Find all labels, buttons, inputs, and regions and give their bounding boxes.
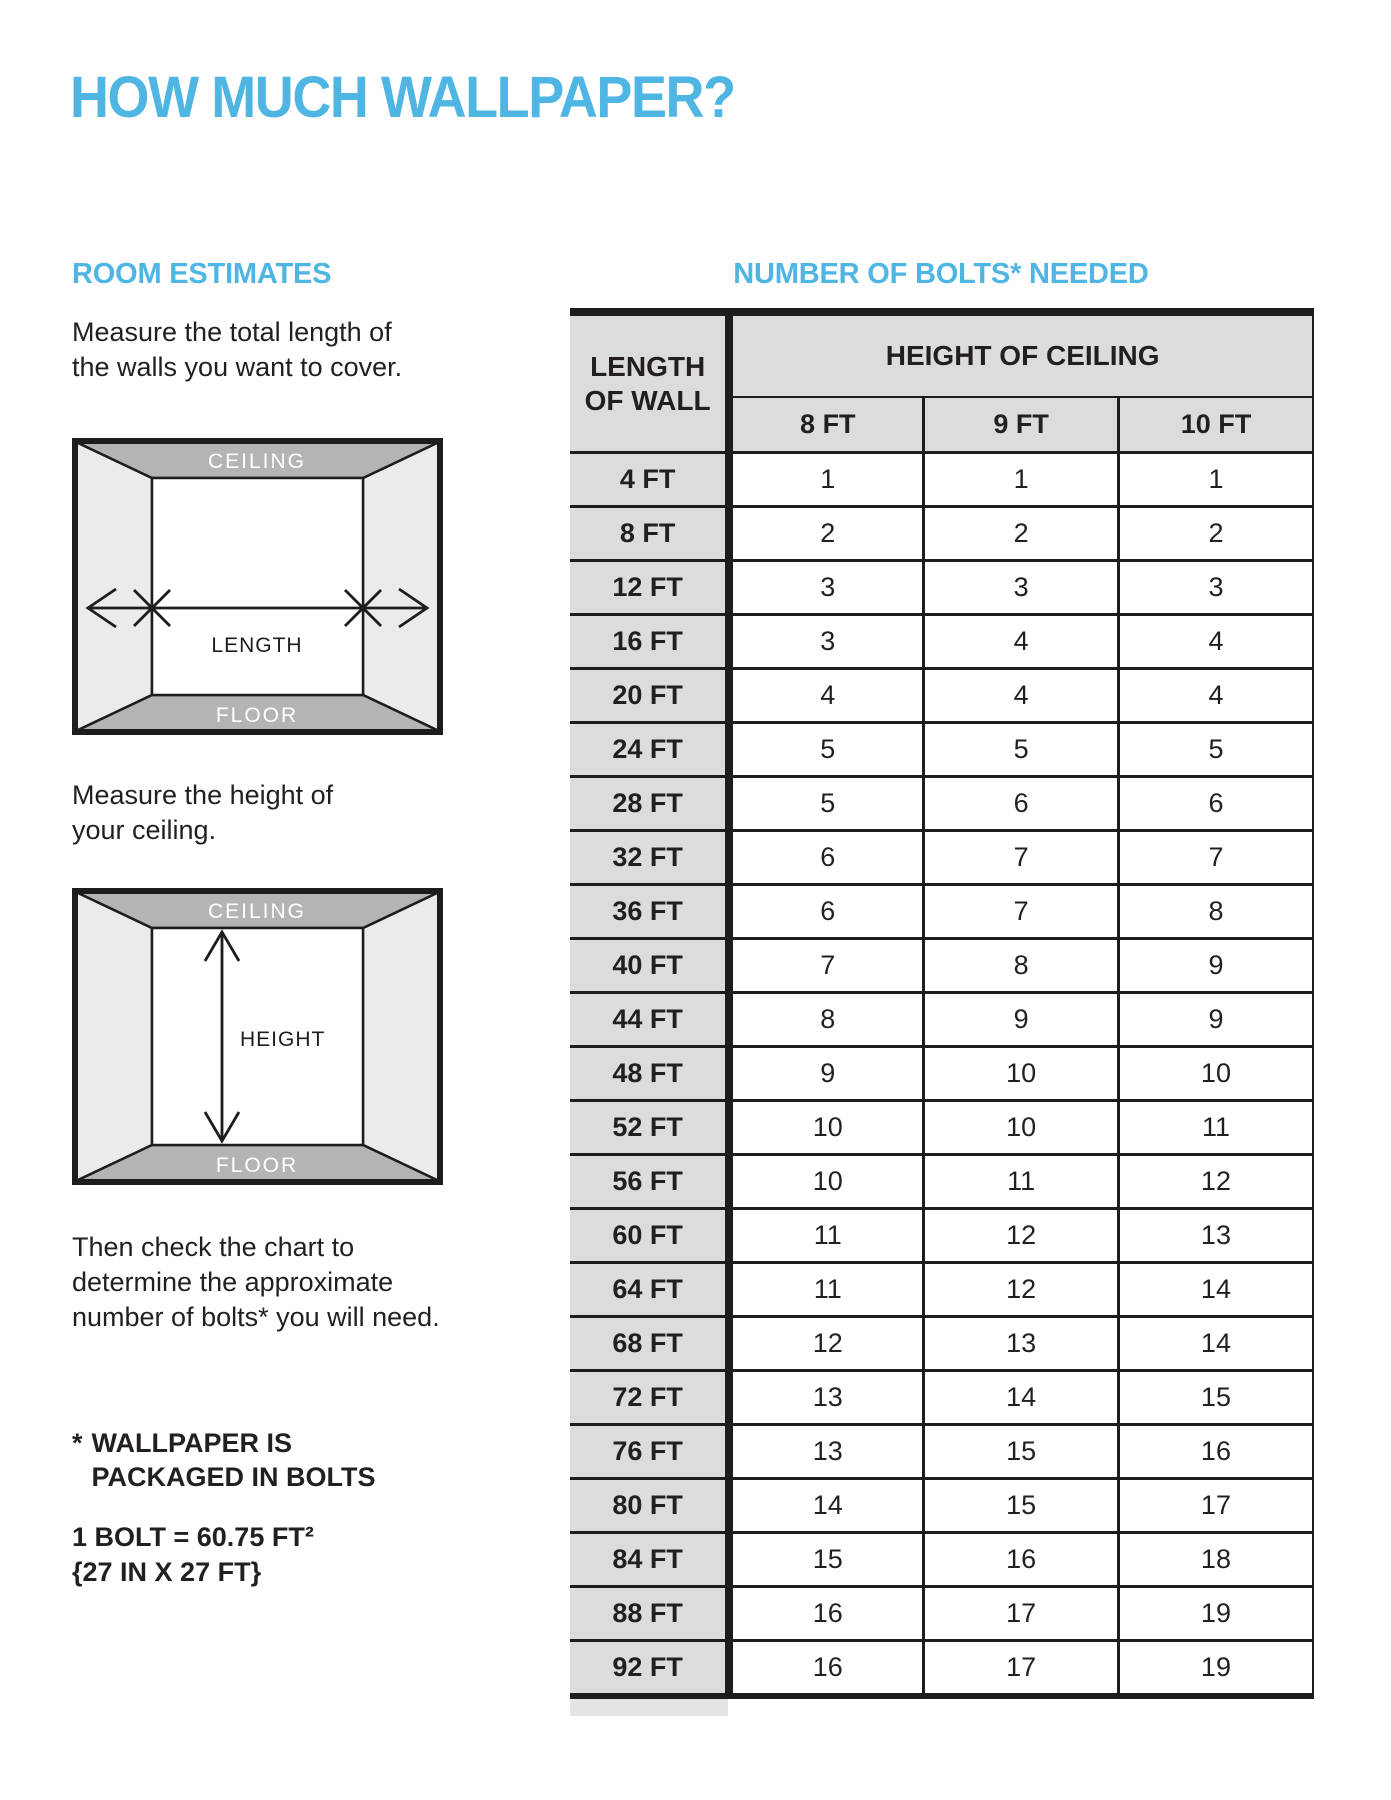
bolts-8ft-value: 12 xyxy=(729,1317,924,1371)
bolts-10ft-value: 2 xyxy=(1118,507,1313,561)
bolts-9ft-value: 8 xyxy=(924,939,1119,993)
floor-label: FLOOR xyxy=(215,704,299,727)
wall-length-label: 88 FT xyxy=(570,1587,729,1641)
bolts-9ft-value: 4 xyxy=(924,669,1119,723)
length-label: LENGTH xyxy=(211,634,303,657)
bolts-10ft-value: 7 xyxy=(1118,831,1313,885)
wall-length-label: 72 FT xyxy=(570,1371,729,1425)
wall-length-label: 68 FT xyxy=(570,1317,729,1371)
bolts-9ft-value: 10 xyxy=(924,1047,1119,1101)
bolts-9ft-value: 15 xyxy=(924,1425,1119,1479)
bolts-8ft-value: 16 xyxy=(729,1641,924,1697)
col-header-10ft: 10 FT xyxy=(1118,397,1313,453)
table-row xyxy=(570,1263,1313,1317)
ceiling-label: CEILING xyxy=(207,450,307,473)
bolts-9ft-value: 15 xyxy=(924,1479,1119,1533)
bolts-10ft-value: 1 xyxy=(1118,453,1313,507)
table-row xyxy=(570,1101,1313,1155)
bolts-8ft-value: 3 xyxy=(729,615,924,669)
bolts-8ft-value: 6 xyxy=(729,831,924,885)
wall-length-label: 20 FT xyxy=(570,669,729,723)
wall-length-label: 32 FT xyxy=(570,831,729,885)
bolts-10ft-value: 14 xyxy=(1118,1317,1313,1371)
bolts-8ft-value: 11 xyxy=(729,1209,924,1263)
bolts-8ft-value: 9 xyxy=(729,1047,924,1101)
bolts-8ft-value: 14 xyxy=(729,1479,924,1533)
room-estimates-heading: ROOM ESTIMATES xyxy=(72,258,332,290)
bolts-10ft-value: 15 xyxy=(1118,1371,1313,1425)
bolts-10ft-value: 13 xyxy=(1118,1209,1313,1263)
wall-length-label: 92 FT xyxy=(570,1641,729,1697)
bolts-10ft-value: 9 xyxy=(1118,993,1313,1047)
bolts-8ft-value: 4 xyxy=(729,669,924,723)
wall-length-label: 24 FT xyxy=(570,723,729,777)
table-row xyxy=(570,831,1313,885)
wall-length-label: 8 FT xyxy=(570,507,729,561)
room-length-diagram xyxy=(72,438,443,735)
table-row xyxy=(570,1209,1313,1263)
bolts-10ft-value: 4 xyxy=(1118,669,1313,723)
bolts-9ft-value: 12 xyxy=(924,1263,1119,1317)
bolts-9ft-value: 17 xyxy=(924,1587,1119,1641)
bolts-needed-heading: NUMBER OF BOLTS* NEEDED xyxy=(733,258,1149,290)
bolts-8ft-value: 11 xyxy=(729,1263,924,1317)
table-row xyxy=(570,1587,1313,1641)
wall-length-label: 56 FT xyxy=(570,1155,729,1209)
table-row xyxy=(570,1155,1313,1209)
table-row xyxy=(570,1371,1313,1425)
table-row xyxy=(570,507,1313,561)
bolts-10ft-value: 5 xyxy=(1118,723,1313,777)
bolts-9ft-value: 9 xyxy=(924,993,1119,1047)
wall-length-label: 40 FT xyxy=(570,939,729,993)
table-row xyxy=(570,1479,1313,1533)
bolts-10ft-value: 10 xyxy=(1118,1047,1313,1101)
wall-length-label: 4 FT xyxy=(570,453,729,507)
table-row xyxy=(570,1317,1313,1371)
bolt-spec xyxy=(72,1520,314,1590)
left-wall xyxy=(76,892,152,1181)
wall-length-label: 36 FT xyxy=(570,885,729,939)
left-wall xyxy=(76,442,152,731)
bolts-8ft-value: 13 xyxy=(729,1425,924,1479)
bolts-8ft-value: 1 xyxy=(729,453,924,507)
bolts-10ft-value: 6 xyxy=(1118,777,1313,831)
instruction-measure-height: Measure the height of your ceiling. xyxy=(72,780,334,845)
length-of-wall-header: LENGTH OF WALL xyxy=(570,312,729,453)
bolts-10ft-value: 11 xyxy=(1118,1101,1313,1155)
col-header-8ft: 8 FT xyxy=(729,397,924,453)
instruction-measure-length: Measure the total length of the walls you want to cover. xyxy=(72,317,403,382)
bolts-8ft-value: 2 xyxy=(729,507,924,561)
bolts-9ft-value: 11 xyxy=(924,1155,1119,1209)
footnote-line: WALLPAPER IS xyxy=(91,1428,293,1458)
right-wall xyxy=(363,442,439,731)
bolts-8ft-value: 13 xyxy=(729,1371,924,1425)
bolts-9ft-value: 13 xyxy=(924,1317,1119,1371)
bolts-9ft-value: 2 xyxy=(924,507,1119,561)
room-height-diagram xyxy=(72,888,443,1185)
bolts-8ft-value: 7 xyxy=(729,939,924,993)
bolts-10ft-value: 12 xyxy=(1118,1155,1313,1209)
bolts-8ft-value: 6 xyxy=(729,885,924,939)
table-row xyxy=(570,453,1313,507)
wall-length-label: 76 FT xyxy=(570,1425,729,1479)
height-of-ceiling-header: HEIGHT OF CEILING xyxy=(729,312,1313,397)
table-row xyxy=(570,777,1313,831)
table-row xyxy=(570,669,1313,723)
bolts-10ft-value: 3 xyxy=(1118,561,1313,615)
wall-length-label: 28 FT xyxy=(570,777,729,831)
wall-length-label: 12 FT xyxy=(570,561,729,615)
bolts-10ft-value: 9 xyxy=(1118,939,1313,993)
bolts-9ft-value: 12 xyxy=(924,1209,1119,1263)
bolts-8ft-value: 8 xyxy=(729,993,924,1047)
bolts-9ft-value: 5 xyxy=(924,723,1119,777)
bolts-10ft-value: 4 xyxy=(1118,615,1313,669)
bolts-table xyxy=(570,308,1314,1699)
table-row xyxy=(570,1533,1313,1587)
bolts-10ft-value: 14 xyxy=(1118,1263,1313,1317)
page-title: HOW MUCH WALLPAPER? xyxy=(70,65,735,130)
table-row xyxy=(570,561,1313,615)
bolts-footnote xyxy=(72,1426,376,1494)
wall-length-label: 64 FT xyxy=(570,1263,729,1317)
bolts-9ft-value: 17 xyxy=(924,1641,1119,1697)
wall-length-label: 60 FT xyxy=(570,1209,729,1263)
wall-length-label: 80 FT xyxy=(570,1479,729,1533)
height-label: HEIGHT xyxy=(240,1028,326,1051)
wall-length-label: 48 FT xyxy=(570,1047,729,1101)
table-row xyxy=(570,993,1313,1047)
bolt-spec-line: {27 IN X 27 FT} xyxy=(72,1557,262,1587)
bolts-10ft-value: 19 xyxy=(1118,1641,1313,1697)
bolts-9ft-value: 3 xyxy=(924,561,1119,615)
footnote-line: PACKAGED IN BOLTS xyxy=(91,1462,376,1492)
floor-label: FLOOR xyxy=(215,1154,299,1177)
bolts-9ft-value: 6 xyxy=(924,777,1119,831)
bolts-9ft-value: 16 xyxy=(924,1533,1119,1587)
table-row xyxy=(570,723,1313,777)
bolts-9ft-value: 14 xyxy=(924,1371,1119,1425)
table-row xyxy=(570,1047,1313,1101)
bolts-8ft-value: 10 xyxy=(729,1155,924,1209)
footnote-marker: * xyxy=(72,1428,83,1458)
instruction-check-chart: Then check the chart to determine the approximate number of bolts* you will need. xyxy=(72,1232,440,1332)
bolts-9ft-value: 1 xyxy=(924,453,1119,507)
bolt-spec-line: 1 BOLT = 60.75 FT² xyxy=(72,1522,314,1552)
bolts-9ft-value: 7 xyxy=(924,885,1119,939)
bolts-8ft-value: 15 xyxy=(729,1533,924,1587)
table-row xyxy=(570,1425,1313,1479)
right-wall xyxy=(363,892,439,1181)
bolts-8ft-value: 5 xyxy=(729,723,924,777)
bolts-9ft-value: 7 xyxy=(924,831,1119,885)
bolts-8ft-value: 16 xyxy=(729,1587,924,1641)
table-row xyxy=(570,939,1313,993)
back-wall xyxy=(152,478,363,695)
bolts-10ft-value: 8 xyxy=(1118,885,1313,939)
bolts-10ft-value: 18 xyxy=(1118,1533,1313,1587)
wall-length-label: 16 FT xyxy=(570,615,729,669)
wall-length-label: 44 FT xyxy=(570,993,729,1047)
bolts-10ft-value: 16 xyxy=(1118,1425,1313,1479)
bolts-9ft-value: 10 xyxy=(924,1101,1119,1155)
bolts-8ft-value: 5 xyxy=(729,777,924,831)
bolts-table-body xyxy=(570,453,1313,1697)
table-row xyxy=(570,885,1313,939)
bolts-9ft-value: 4 xyxy=(924,615,1119,669)
bolts-10ft-value: 17 xyxy=(1118,1479,1313,1533)
table-row xyxy=(570,1641,1313,1697)
bolts-8ft-value: 10 xyxy=(729,1101,924,1155)
ceiling-label: CEILING xyxy=(207,900,307,923)
col-header-9ft: 9 FT xyxy=(924,397,1119,453)
wall-length-label: 84 FT xyxy=(570,1533,729,1587)
wall-length-label: 52 FT xyxy=(570,1101,729,1155)
bolts-10ft-value: 19 xyxy=(1118,1587,1313,1641)
table-row xyxy=(570,615,1313,669)
bolts-8ft-value: 3 xyxy=(729,561,924,615)
